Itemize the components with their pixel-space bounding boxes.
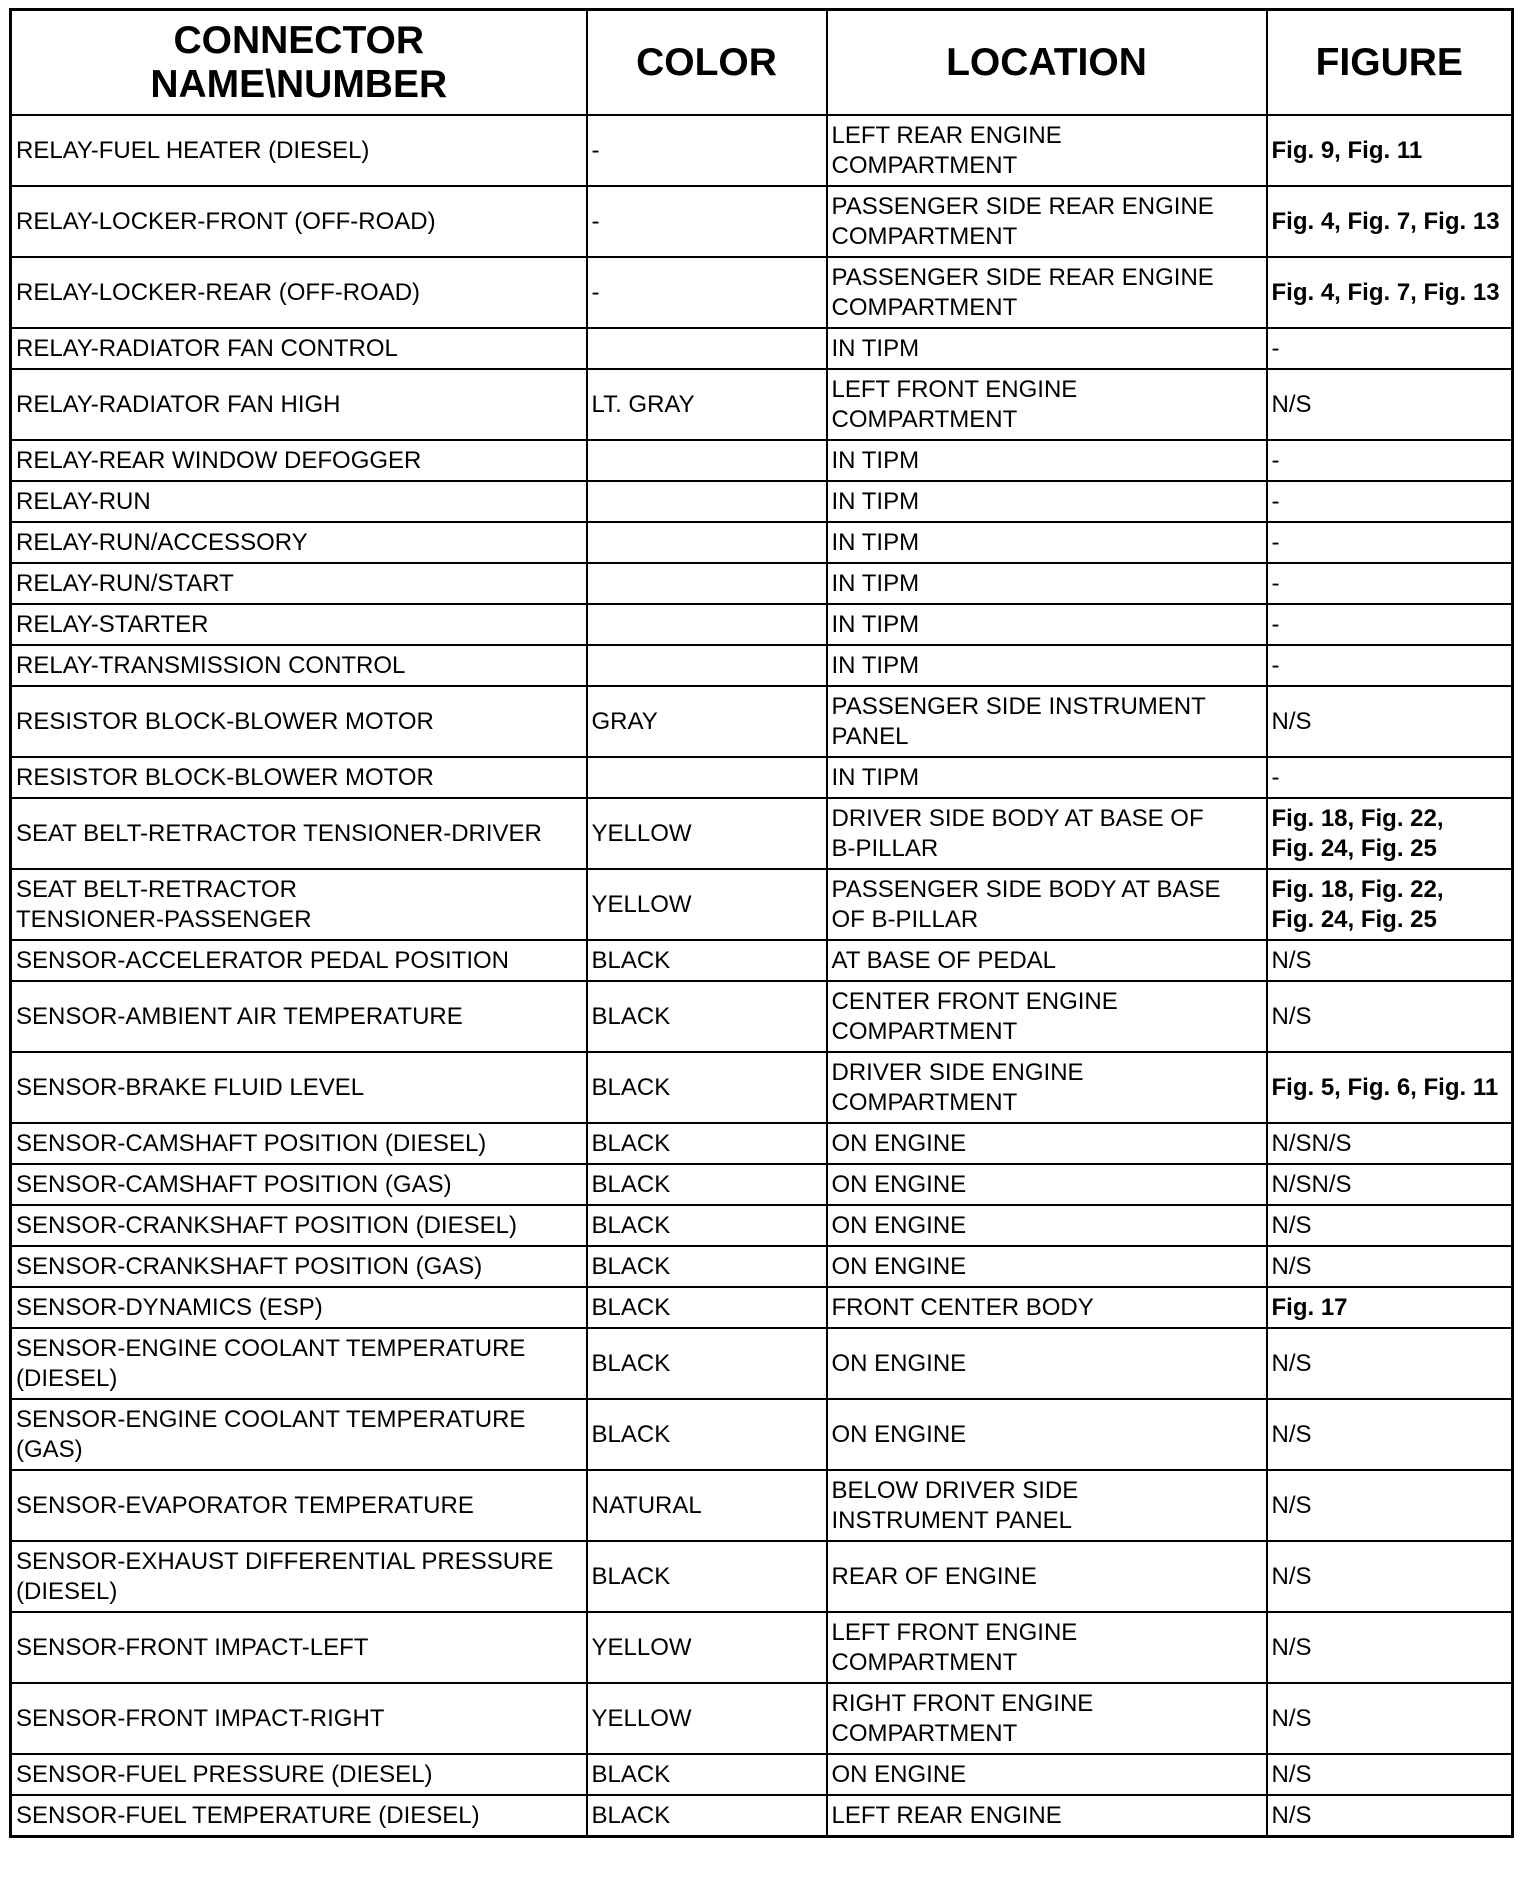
cell-connector-name: SENSOR-FRONT IMPACT-LEFT <box>11 1612 587 1683</box>
cell-figure: N/S <box>1267 981 1513 1052</box>
cell-location: LEFT FRONT ENGINE COMPARTMENT <box>827 369 1267 440</box>
cell-figure: - <box>1267 481 1513 522</box>
table-row <box>11 481 1513 522</box>
cell-connector-name: RELAY-RADIATOR FAN CONTROL <box>11 328 587 369</box>
table-row <box>11 1399 1513 1470</box>
cell-location: DRIVER SIDE ENGINE COMPARTMENT <box>827 1052 1267 1123</box>
cell-color: YELLOW <box>587 869 827 940</box>
cell-connector-name: SENSOR-BRAKE FLUID LEVEL <box>11 1052 587 1123</box>
cell-color: BLACK <box>587 940 827 981</box>
cell-figure: - <box>1267 645 1513 686</box>
cell-location: IN TIPM <box>827 757 1267 798</box>
table-row <box>11 328 1513 369</box>
cell-location: IN TIPM <box>827 328 1267 369</box>
header-row <box>11 10 1513 116</box>
table-row <box>11 1754 1513 1795</box>
cell-color: - <box>587 115 827 186</box>
cell-figure: N/SN/S <box>1267 1123 1513 1164</box>
cell-location: IN TIPM <box>827 645 1267 686</box>
cell-color: BLACK <box>587 1399 827 1470</box>
cell-color: BLACK <box>587 1205 827 1246</box>
cell-location: PASSENGER SIDE REAR ENGINE COMPARTMENT <box>827 257 1267 328</box>
cell-figure: - <box>1267 604 1513 645</box>
cell-figure: N/S <box>1267 1328 1513 1399</box>
table-row <box>11 645 1513 686</box>
cell-location: LEFT FRONT ENGINE COMPARTMENT <box>827 1612 1267 1683</box>
cell-location: CENTER FRONT ENGINE COMPARTMENT <box>827 981 1267 1052</box>
cell-figure: Fig. 18, Fig. 22, Fig. 24, Fig. 25 <box>1267 798 1513 869</box>
table-row <box>11 1123 1513 1164</box>
cell-connector-name: SENSOR-FRONT IMPACT-RIGHT <box>11 1683 587 1754</box>
cell-location: ON ENGINE <box>827 1205 1267 1246</box>
cell-connector-name: RELAY-LOCKER-REAR (OFF-ROAD) <box>11 257 587 328</box>
cell-figure: - <box>1267 328 1513 369</box>
table-row <box>11 522 1513 563</box>
cell-location: BELOW DRIVER SIDE INSTRUMENT PANEL <box>827 1470 1267 1541</box>
cell-color: BLACK <box>587 1164 827 1205</box>
header-location: LOCATION <box>827 10 1267 116</box>
cell-color <box>587 440 827 481</box>
cell-color: GRAY <box>587 686 827 757</box>
cell-color <box>587 328 827 369</box>
cell-figure: N/S <box>1267 1541 1513 1612</box>
cell-figure: - <box>1267 757 1513 798</box>
cell-connector-name: RELAY-STARTER <box>11 604 587 645</box>
cell-color <box>587 481 827 522</box>
cell-connector-name: SENSOR-FUEL PRESSURE (DIESEL) <box>11 1754 587 1795</box>
cell-figure: N/S <box>1267 1612 1513 1683</box>
cell-connector-name: SENSOR-CAMSHAFT POSITION (DIESEL) <box>11 1123 587 1164</box>
cell-location: IN TIPM <box>827 522 1267 563</box>
header-figure: FIGURE <box>1267 10 1513 116</box>
cell-figure: Fig. 17 <box>1267 1287 1513 1328</box>
cell-location: ON ENGINE <box>827 1246 1267 1287</box>
cell-color: BLACK <box>587 1328 827 1399</box>
cell-connector-name: SENSOR-CRANKSHAFT POSITION (GAS) <box>11 1246 587 1287</box>
cell-connector-name: RELAY-RUN/START <box>11 563 587 604</box>
table-row <box>11 1164 1513 1205</box>
cell-color <box>587 757 827 798</box>
cell-figure: N/SN/S <box>1267 1164 1513 1205</box>
cell-connector-name: RELAY-FUEL HEATER (DIESEL) <box>11 115 587 186</box>
cell-figure: Fig. 4, Fig. 7, Fig. 13 <box>1267 186 1513 257</box>
cell-color: LT. GRAY <box>587 369 827 440</box>
cell-figure: N/S <box>1267 1399 1513 1470</box>
cell-figure: - <box>1267 522 1513 563</box>
cell-location: ON ENGINE <box>827 1399 1267 1470</box>
cell-location: LEFT REAR ENGINE <box>827 1795 1267 1837</box>
cell-color: - <box>587 257 827 328</box>
table-row <box>11 257 1513 328</box>
cell-color: YELLOW <box>587 1612 827 1683</box>
cell-figure: N/S <box>1267 686 1513 757</box>
cell-figure: - <box>1267 563 1513 604</box>
table-row <box>11 1287 1513 1328</box>
table-row <box>11 869 1513 940</box>
cell-figure: Fig. 18, Fig. 22, Fig. 24, Fig. 25 <box>1267 869 1513 940</box>
cell-location: REAR OF ENGINE <box>827 1541 1267 1612</box>
table-row <box>11 981 1513 1052</box>
cell-connector-name: SENSOR-EVAPORATOR TEMPERATURE <box>11 1470 587 1541</box>
table-row <box>11 604 1513 645</box>
cell-color: YELLOW <box>587 798 827 869</box>
cell-figure: N/S <box>1267 1470 1513 1541</box>
table-row <box>11 1541 1513 1612</box>
cell-color <box>587 604 827 645</box>
cell-connector-name: SENSOR-EXHAUST DIFFERENTIAL PRESSURE (DIESEL) <box>11 1541 587 1612</box>
cell-location: ON ENGINE <box>827 1754 1267 1795</box>
cell-location: IN TIPM <box>827 563 1267 604</box>
table-row <box>11 440 1513 481</box>
cell-connector-name: RELAY-RUN <box>11 481 587 522</box>
cell-color: - <box>587 186 827 257</box>
cell-connector-name: SENSOR-FUEL TEMPERATURE (DIESEL) <box>11 1795 587 1837</box>
table-row <box>11 563 1513 604</box>
table-row <box>11 1795 1513 1837</box>
cell-location: LEFT REAR ENGINE COMPARTMENT <box>827 115 1267 186</box>
cell-connector-name: SENSOR-CAMSHAFT POSITION (GAS) <box>11 1164 587 1205</box>
table-row <box>11 1612 1513 1683</box>
cell-connector-name: SENSOR-ENGINE COOLANT TEMPERATURE (DIESEL) <box>11 1328 587 1399</box>
cell-connector-name: RELAY-TRANSMISSION CONTROL <box>11 645 587 686</box>
cell-color: BLACK <box>587 1123 827 1164</box>
cell-figure: N/S <box>1267 1205 1513 1246</box>
cell-location: IN TIPM <box>827 604 1267 645</box>
table-row <box>11 115 1513 186</box>
cell-connector-name: SENSOR-ENGINE COOLANT TEMPERATURE (GAS) <box>11 1399 587 1470</box>
table-row <box>11 369 1513 440</box>
cell-color: BLACK <box>587 1541 827 1612</box>
cell-connector-name: RESISTOR BLOCK-BLOWER MOTOR <box>11 686 587 757</box>
cell-figure: N/S <box>1267 940 1513 981</box>
table-row <box>11 757 1513 798</box>
cell-location: PASSENGER SIDE REAR ENGINE COMPARTMENT <box>827 186 1267 257</box>
cell-figure: Fig. 5, Fig. 6, Fig. 11 <box>1267 1052 1513 1123</box>
cell-color: BLACK <box>587 981 827 1052</box>
cell-figure: Fig. 4, Fig. 7, Fig. 13 <box>1267 257 1513 328</box>
table-row <box>11 686 1513 757</box>
connector-table <box>9 8 1514 1838</box>
cell-connector-name: RELAY-RUN/ACCESSORY <box>11 522 587 563</box>
cell-connector-name: SENSOR-ACCELERATOR PEDAL POSITION <box>11 940 587 981</box>
cell-connector-name: SENSOR-CRANKSHAFT POSITION (DIESEL) <box>11 1205 587 1246</box>
cell-connector-name: RESISTOR BLOCK-BLOWER MOTOR <box>11 757 587 798</box>
cell-location: FRONT CENTER BODY <box>827 1287 1267 1328</box>
cell-figure: N/S <box>1267 1683 1513 1754</box>
cell-connector-name: SEAT BELT-RETRACTOR TENSIONER-PASSENGER <box>11 869 587 940</box>
cell-location: ON ENGINE <box>827 1123 1267 1164</box>
cell-connector-name: RELAY-LOCKER-FRONT (OFF-ROAD) <box>11 186 587 257</box>
table-row <box>11 940 1513 981</box>
cell-figure: N/S <box>1267 369 1513 440</box>
cell-connector-name: SENSOR-AMBIENT AIR TEMPERATURE <box>11 981 587 1052</box>
cell-color <box>587 522 827 563</box>
cell-figure: - <box>1267 440 1513 481</box>
cell-location: ON ENGINE <box>827 1164 1267 1205</box>
cell-figure: Fig. 9, Fig. 11 <box>1267 115 1513 186</box>
cell-location: DRIVER SIDE BODY AT BASE OF B-PILLAR <box>827 798 1267 869</box>
cell-location: PASSENGER SIDE INSTRUMENT PANEL <box>827 686 1267 757</box>
cell-location: RIGHT FRONT ENGINE COMPARTMENT <box>827 1683 1267 1754</box>
table-row <box>11 1470 1513 1541</box>
cell-connector-name: SENSOR-DYNAMICS (ESP) <box>11 1287 587 1328</box>
cell-color: BLACK <box>587 1052 827 1123</box>
cell-color <box>587 563 827 604</box>
cell-color: YELLOW <box>587 1683 827 1754</box>
cell-color: BLACK <box>587 1246 827 1287</box>
cell-figure: N/S <box>1267 1246 1513 1287</box>
header-color: COLOR <box>587 10 827 116</box>
cell-color: NATURAL <box>587 1470 827 1541</box>
table-row <box>11 1328 1513 1399</box>
cell-figure: N/S <box>1267 1795 1513 1837</box>
header-connector-name: CONNECTOR NAME\NUMBER <box>11 10 587 116</box>
cell-location: AT BASE OF PEDAL <box>827 940 1267 981</box>
cell-location: IN TIPM <box>827 481 1267 522</box>
cell-color: BLACK <box>587 1795 827 1837</box>
table-row <box>11 1205 1513 1246</box>
cell-color: BLACK <box>587 1287 827 1328</box>
cell-location: ON ENGINE <box>827 1328 1267 1399</box>
cell-location: PASSENGER SIDE BODY AT BASE OF B-PILLAR <box>827 869 1267 940</box>
table-row <box>11 1246 1513 1287</box>
cell-connector-name: RELAY-RADIATOR FAN HIGH <box>11 369 587 440</box>
cell-color: BLACK <box>587 1754 827 1795</box>
connector-table-container <box>9 8 1511 1838</box>
table-row <box>11 798 1513 869</box>
table-row <box>11 186 1513 257</box>
cell-figure: N/S <box>1267 1754 1513 1795</box>
cell-color <box>587 645 827 686</box>
cell-connector-name: SEAT BELT-RETRACTOR TENSIONER-DRIVER <box>11 798 587 869</box>
table-row <box>11 1052 1513 1123</box>
cell-location: IN TIPM <box>827 440 1267 481</box>
table-row <box>11 1683 1513 1754</box>
cell-connector-name: RELAY-REAR WINDOW DEFOGGER <box>11 440 587 481</box>
